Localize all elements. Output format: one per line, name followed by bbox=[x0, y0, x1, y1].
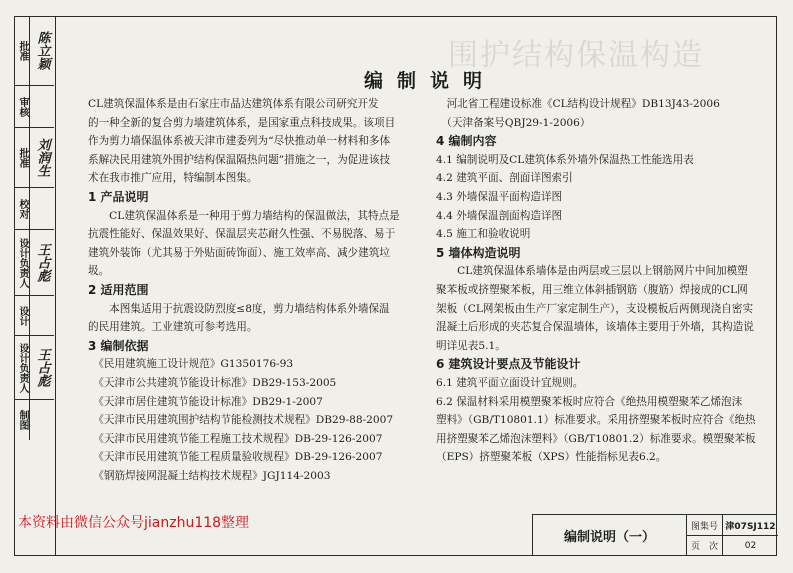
paragraph-line: 4.5 施工和验收说明 bbox=[436, 228, 531, 241]
paragraph-line: 河北省工程建设标准《CL结构设计规程》DB13J43-2006 bbox=[436, 98, 720, 110]
paragraph-line: 《天津市民用建筑围护结构节能检测技术规程》DB29-88-2007 bbox=[88, 414, 394, 427]
page-label: 页 次 bbox=[687, 536, 723, 555]
approval-cell bbox=[14, 336, 54, 400]
approval-cell bbox=[14, 296, 54, 336]
paragraph-line: 建筑外装饰（尤其易于外贴面砖饰面）、施工效率高、减少建筑垃 bbox=[88, 246, 390, 259]
left-column bbox=[88, 95, 424, 485]
signature bbox=[30, 400, 54, 440]
paragraph-line: 用挤塑聚苯乙烯泡沫塑料》（GB/T10801.2）标准要求。模塑聚苯板 bbox=[436, 432, 756, 445]
paragraph-line: 6.2 保温材料采用模塑聚苯板时应符合《绝热用模塑聚苯乙烯泡沫 bbox=[436, 395, 743, 408]
section-heading: 1 产品说明 bbox=[88, 189, 149, 204]
signature bbox=[30, 188, 54, 229]
approval-cell bbox=[14, 128, 54, 188]
section-heading: 6 建筑设计要点及节能设计 bbox=[436, 357, 581, 372]
paragraph-line: （EPS）挤塑聚苯板（XPS）性能指标见表6.2。 bbox=[436, 451, 667, 464]
signature bbox=[30, 296, 54, 335]
section-heading: 4 编制内容 bbox=[436, 134, 497, 149]
paragraph-line: 本图集适用于抗震设防烈度≤8度，剪力墙结构体系外墙保温 bbox=[88, 302, 390, 315]
page-number: 02 bbox=[744, 540, 757, 551]
signature: 王占彪 bbox=[34, 348, 50, 387]
paragraph-line: 4.3 外墙保温平面构造详图 bbox=[436, 190, 563, 203]
paragraph-line: CL建筑保温体系是一种用于剪力墙结构的保温做法，其特点是 bbox=[88, 209, 400, 222]
paragraph-line: 6.1 建筑平面立面设计宜规则。 bbox=[436, 376, 584, 389]
paragraph-line: 术在我市推广应用，特编制本图集。 bbox=[88, 172, 258, 185]
approval-label: 批准 bbox=[15, 16, 30, 85]
atlas-label: 图集号 bbox=[687, 515, 723, 536]
paragraph-line: 《天津市公共建筑节能设计标准》DB29-153-2005 bbox=[88, 376, 337, 389]
approval-cell bbox=[14, 230, 54, 296]
approval-label: 设计负责人 bbox=[15, 336, 30, 399]
paragraph-line: CL建筑保温体系是由石家庄市晶达建筑体系有限公司研究开发 bbox=[88, 98, 379, 110]
paragraph-line: 4.4 外墙保温剖面构造详图 bbox=[436, 209, 563, 222]
paragraph-line: 《民用建筑施工设计规范》G1350176-93 bbox=[88, 358, 294, 371]
signature bbox=[30, 86, 54, 127]
paragraph-line: 混凝土后形成的夹芯复合保温墙体，该墙体主要用于外墙，其构造说 bbox=[436, 321, 754, 334]
approval-strip bbox=[14, 16, 56, 556]
paragraph-line: 聚苯板或挤塑聚苯板，用三维立体斜插钢筋（腹筋）焊接成的CL网 bbox=[436, 283, 748, 296]
bleed-through-heading: 围护结构保温构造 bbox=[448, 38, 704, 73]
paragraph-line: （天津备案号QBJ29-1-2006） bbox=[436, 116, 591, 129]
approval-label: 校对 bbox=[15, 188, 30, 229]
signature: 王占彪 bbox=[34, 243, 50, 282]
title-block bbox=[532, 514, 777, 556]
signature: 陈立颖 bbox=[34, 31, 50, 70]
paragraph-line: 系解决民用建筑外围护结构保温隔热问题”措施之一，为促进该技 bbox=[88, 153, 391, 166]
paragraph-line: 《天津市民用建筑节能工程施工技术规程》DB-29-126-2007 bbox=[88, 432, 383, 445]
approval-label: 设计负责人 bbox=[15, 230, 30, 295]
approval-cell bbox=[14, 400, 54, 440]
approval-label: 审核 bbox=[15, 86, 30, 127]
section-heading: 3 编制依据 bbox=[88, 338, 149, 353]
paragraph-line: 4.1 编制说明及CL建筑体系外墙外保温热工性能选用表 bbox=[436, 153, 694, 166]
paragraph-line: 塑料》（GB/T10801.1）标准要求。采用挤塑聚苯板时应符合《绝热 bbox=[436, 414, 756, 427]
section-heading: 2 适用范围 bbox=[88, 282, 149, 297]
right-column bbox=[436, 95, 772, 467]
paragraph-line: 的一种全新的复合剪力墙建筑体系，是国家重点科技成果。该项目 bbox=[88, 116, 396, 129]
approval-label: 批准 bbox=[15, 128, 30, 187]
paragraph-line: 圾。 bbox=[88, 265, 110, 278]
paragraph-line: 架板（CL网架板由生产厂家定制生产），支设模板后两侧现浇自密实 bbox=[436, 302, 754, 315]
paragraph-line: 的民用建筑。工业建筑可参考选用。 bbox=[88, 321, 258, 334]
section-heading: 5 墙体构造说明 bbox=[436, 245, 521, 260]
page-title: 编制说明 bbox=[363, 70, 496, 92]
paragraph-line: 《天津市民用建筑节能工程质量验收规程》DB-29-126-2007 bbox=[88, 451, 383, 464]
paragraph-line: 《天津市居住建筑节能设计标准》DB29-1-2007 bbox=[88, 395, 323, 408]
signature: 刘润生 bbox=[34, 138, 50, 177]
approval-cell bbox=[14, 188, 54, 230]
drawing-name: 编制说明（一） bbox=[533, 515, 687, 556]
paragraph-line: 作为剪力墙保温体系被天津市建委列为“尽快推动单一材料和多体 bbox=[88, 135, 391, 148]
paragraph-line: 抗震性能好、保温效果好、保温层夹芯耐久性强、不易脱落、易于 bbox=[88, 228, 396, 241]
approval-label: 制图 bbox=[15, 400, 30, 440]
paragraph-line: 4.2 建筑平面、剖面详图索引 bbox=[436, 172, 573, 185]
paragraph-line: CL建筑保温体系墙体是由两层或三层以上钢筋网片中间加模塑 bbox=[436, 265, 748, 278]
atlas-number: 津07SJ112 bbox=[723, 515, 778, 536]
paragraph-line: 明详见表5.1。 bbox=[436, 339, 506, 352]
watermark-text: 本资料由微信公众号jianzhu118整理 bbox=[18, 515, 250, 531]
approval-cell bbox=[14, 16, 54, 86]
approval-cell bbox=[14, 86, 54, 128]
paragraph-line: 《钢筋焊接网混凝土结构技术规程》JGJ114-2003 bbox=[88, 469, 331, 482]
approval-label: 设计 bbox=[15, 296, 30, 335]
